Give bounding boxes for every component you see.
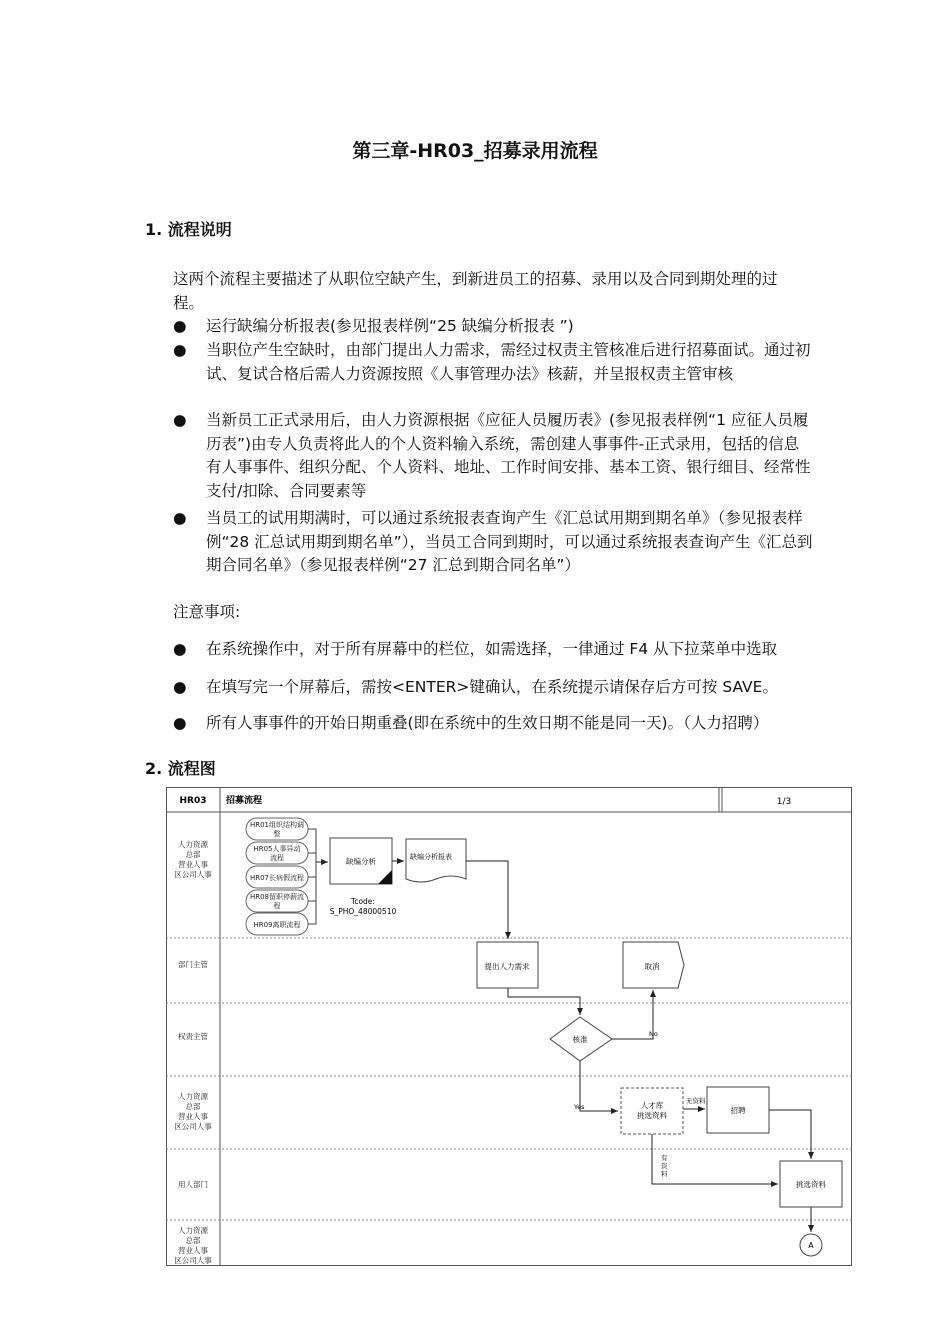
lane-label: 总部 [185, 850, 201, 859]
node-label: HR01组织结构调 [249, 821, 305, 829]
bullet-icon: ● [173, 640, 187, 658]
list-item [173, 712, 813, 736]
lane-label: 人力资源 [178, 1092, 208, 1101]
bullet-icon: ● [173, 509, 187, 527]
lane-label: 权责主管 [178, 1032, 208, 1041]
list-item-text: 当职位产生空缺时，由部门提出人力需求，需经过权责主管核准后进行招募面试。通过初试、复试合格后需人力资源按照《人事管理办法》核薪，并呈报权责主管审核 [206, 341, 811, 383]
lane-label: 营业人事 [178, 1112, 208, 1121]
lane-label: 营业人事 [178, 1246, 208, 1255]
node-label: 程 [273, 902, 281, 910]
node-label: 挑选资料 [637, 1111, 667, 1120]
list-item-text: 当员工的试用期满时，可以通过系统报表查询产生《汇总试用期到期名单》（参见报表样例“28 汇总试用期到期名单”），当员工合同到期时，可以通过系统报表查询产生《汇总到期合同名单》（参见报表样例“27 汇总到期合同名单”） [206, 509, 813, 574]
section-heading-flowchart: 2. 流程图 [145, 759, 216, 778]
list-item-text: 运行缺编分析报表(参见报表样例“25 缺编分析报表 ”) [206, 317, 574, 335]
bullet-icon: ● [173, 341, 187, 359]
list-item [173, 339, 813, 386]
lane-label: 用人部门 [178, 1180, 208, 1189]
page-title: 第三章-HR03_招募录用流程 [352, 140, 598, 162]
lane-label: 部门主管 [178, 960, 208, 969]
node-label: 招聘 [730, 1106, 746, 1115]
edge-label-has-data: 有 [661, 1154, 668, 1162]
node-label: 核准 [572, 1035, 588, 1044]
flow-code: HR03 [179, 796, 207, 806]
node-label: 挑选资料 [796, 1180, 826, 1189]
tcode-value: S_PHO_48000510 [329, 907, 397, 916]
edge-label-has-data: 料 [661, 1170, 668, 1178]
list-item [173, 409, 813, 503]
node-label: 取消 [644, 962, 660, 971]
lane-label: 总部 [185, 1236, 201, 1245]
lane-label: 区公司人事 [174, 870, 212, 879]
node-label: 整 [273, 830, 281, 838]
bullet-icon: ● [173, 678, 187, 696]
edge-label-has-data: 资 [661, 1162, 668, 1170]
node-label: HR09离职流程 [253, 921, 301, 929]
node-label: 缺编分析 [346, 857, 376, 866]
node-label: 提出人力需求 [484, 962, 530, 971]
lane-label: 区公司人事 [174, 1122, 212, 1131]
flowchart [166, 787, 852, 1266]
edge-label-no-data: 无资料 [686, 1097, 706, 1105]
flow-page-number: 1/3 [776, 797, 792, 807]
node-label: HR07长病假流程 [249, 874, 305, 882]
node-label: 流程 [270, 854, 284, 862]
list-item [173, 315, 813, 339]
bullet-icon: ● [173, 317, 187, 335]
list-item [173, 676, 813, 700]
list-item [173, 507, 813, 578]
node-label: HR08留职停薪流 [249, 893, 305, 901]
lane-label: 总部 [185, 1102, 201, 1111]
node-label: 缺编分析报表 [410, 853, 452, 861]
list-item-text: 所有人事事件的开始日期重叠(即在系统中的生效日期不能是同一天)。（人力招聘） [206, 714, 769, 732]
bullet-icon: ● [173, 411, 187, 429]
bullet-icon: ● [173, 714, 187, 732]
edge-label-yes: Yes [574, 1103, 585, 1111]
lane-label: 区公司人事 [174, 1256, 212, 1265]
node-label: HR05人事异动 [253, 845, 301, 853]
list-item-text: 当新员工正式录用后，由人力资源根据《应征人员履历表》(参见报表样例“1 应征人员履历表”)由专人负责将此人的个人资料输入系统，需创建人事事件-正式录用，包括的信息有人事事件、组织分配、个人资料、地址、工作时间安排、基本工资、银行细目、经常性支付/扣除、合同要素等 [206, 411, 811, 500]
lane-label: 人力资源 [178, 840, 208, 849]
tcode-label: Tcode: [351, 897, 375, 906]
notes-label: 注意事项: [173, 603, 241, 621]
list-item-text: 在系统操作中，对于所有屏幕中的栏位，如需选择，一律通过 F4 从下拉菜单中选取 [206, 640, 778, 658]
connector-label: A [808, 1241, 814, 1250]
lane-label: 人力资源 [178, 1226, 208, 1235]
flow-name: 招募流程 [226, 796, 263, 806]
list-item-text: 在填写完一个屏幕后，需按<ENTER>键确认，在系统提示请保存后方可按 SAVE。 [206, 678, 778, 696]
edge-label-no: No [649, 1030, 658, 1038]
intro-paragraph: 这两个流程主要描述了从职位空缺产生，到新进员工的招募、录用以及合同到期处理的过程。 [173, 270, 778, 312]
lane-label: 营业人事 [178, 860, 208, 869]
list-item [173, 638, 813, 662]
node-label: 人才库 [640, 1101, 664, 1110]
section-heading-process-description: 1. 流程说明 [145, 220, 232, 239]
